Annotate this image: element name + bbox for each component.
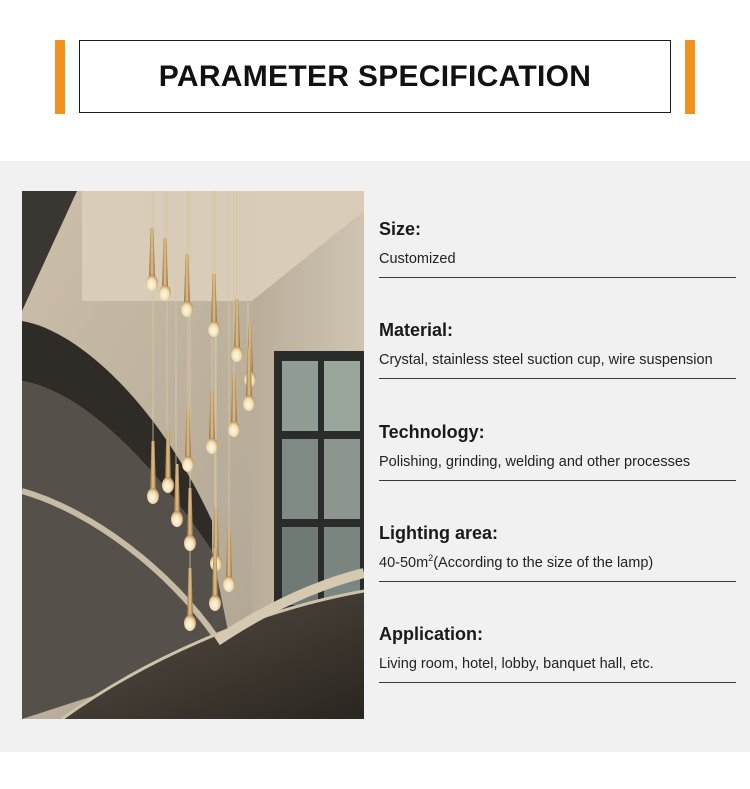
spec-value: Polishing, grinding, welding and other processes — [379, 454, 691, 470]
spec-application — [379, 623, 736, 673]
page-title: PARAMETER SPECIFICATION — [158, 59, 592, 93]
spec-value: Crystal, stainless steel suction cup, wire suspension — [379, 352, 713, 368]
left-accent-bar — [55, 40, 65, 114]
spec-value-superscript: 2 — [428, 553, 434, 564]
spec-size — [379, 218, 736, 268]
spec-label: Material: — [379, 320, 454, 340]
divider — [379, 682, 736, 683]
spec-material — [379, 319, 736, 369]
spec-lighting-area — [379, 522, 736, 572]
spec-label: Lighting area: — [379, 523, 499, 543]
spec-value-prefix: 40-50m — [379, 555, 429, 571]
divider — [379, 277, 736, 278]
spec-value-suffix: (According to the size of the lamp) — [433, 555, 654, 571]
spec-value — [379, 554, 736, 572]
spec-technology — [379, 421, 736, 471]
spec-value: Customized — [379, 251, 456, 267]
right-accent-bar — [685, 40, 695, 114]
product-photo — [22, 191, 364, 719]
spec-label: Size: — [379, 219, 422, 239]
spec-value: Living room, hotel, lobby, banquet hall, etc. — [379, 656, 654, 672]
spec-label: Technology: — [379, 422, 485, 442]
spec-label: Application: — [379, 624, 483, 644]
title-box — [79, 40, 671, 113]
divider — [379, 480, 736, 481]
divider — [379, 378, 736, 379]
divider — [379, 581, 736, 582]
